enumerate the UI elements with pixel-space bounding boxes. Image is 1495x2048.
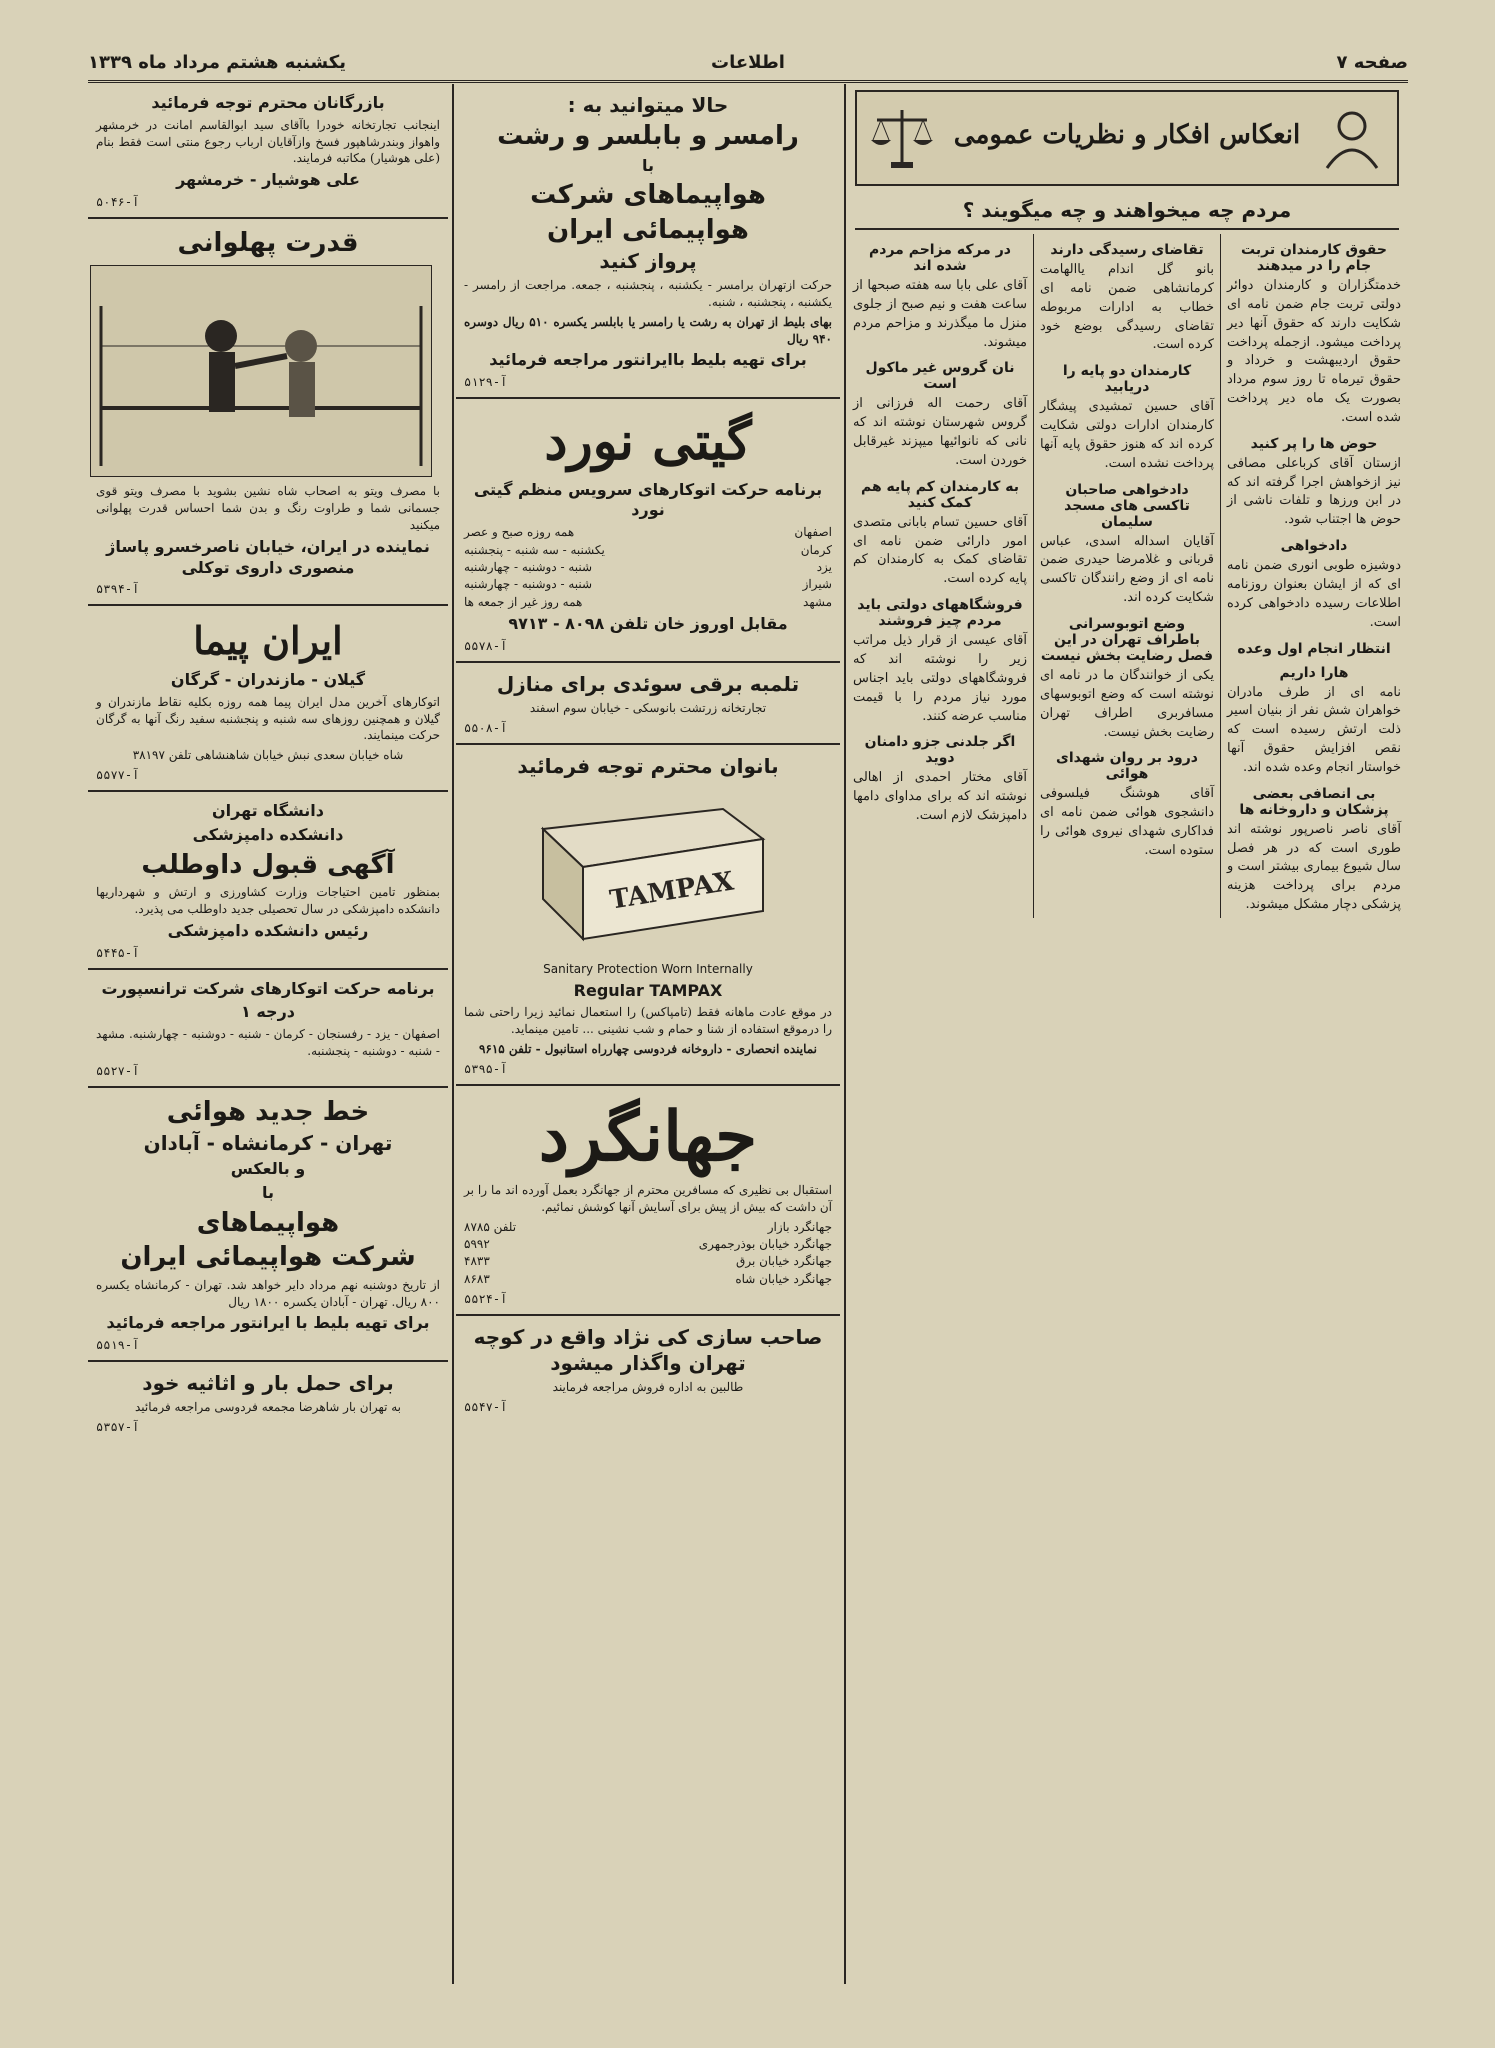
ad-title: تلمبه برقی سوئدی برای منازل <box>496 672 800 697</box>
ad-price: بهای بلیط از تهران به رشت یا رامسر یا بابلسر یکسره ۵۱۰ ریال دوسره ۹۴۰ ریال <box>464 314 832 346</box>
row-label: جهانگرد بازار <box>767 1219 832 1234</box>
schedule-row <box>464 524 832 541</box>
article-text: آقای هوشنگ فیلسوفی دانشجوی هوائی ضمن نامه ای فداکاری شهدای نیروی هوائی را ستوده است. <box>1040 786 1214 858</box>
ad-brand: جهانگرد <box>538 1096 758 1177</box>
ad-subtitle: دانشکده دامپزشکی <box>192 824 344 844</box>
ad-code: آ-۵۰۴۶ <box>96 194 140 209</box>
article-title: انتظار انجام اول وعده <box>1237 640 1391 657</box>
schedule-row <box>464 1271 832 1288</box>
ad-with: با <box>261 1183 274 1203</box>
product-box-icon <box>523 789 773 949</box>
ad-ref: برای تهیه بلیط با ایرانتور مراجعه فرمائید <box>106 1313 430 1333</box>
schedule-row <box>464 559 832 576</box>
ad-code: آ-۵۱۲۹ <box>464 375 508 390</box>
article-title: نان گروس غیر ماکول است <box>865 360 1015 393</box>
article-text: آقای ناصر ناصرپور نوشته اند طوری است که در هر فصل سال شیوع بیماری بیشتر است و مردم برای پرداخت هزینه پزشکی دچار مشکل میشوند. <box>1227 821 1401 913</box>
ad-text: طالبین به اداره فروش مراجعه فرمایند <box>552 1380 744 1395</box>
ad-text: اتوکارهای آخرین مدل ایران پیما همه روزه بکلیه نقاط مازندران و گیلان و همچنین روزهای سه شنبه و پنجشنبه سفید رنگ آنها به گرگان حرکت مینمایند. <box>96 694 440 743</box>
article-text: نامه ای از طرف مادران خواهران شش نفر از بنیان اسیر ذلت ارتش رسیده است که نقص افزایش حقوق آنها خواستار انجام وعده شده اند. <box>1227 684 1401 775</box>
ad-code: آ-۵۵۲۴ <box>464 1292 508 1307</box>
row-label: جهانگرد خیابان شاه <box>735 1271 832 1286</box>
column-question: مردم چه میخواهند و چه میگویند ؟ <box>855 192 1399 230</box>
ad-code: آ-۵۵۷۷ <box>96 768 140 783</box>
ad-line: هواپیمائی ایران <box>547 214 749 245</box>
ad-code: آ-۵۵۷۸ <box>464 639 508 654</box>
ad-code: آ-۵۵۱۹ <box>96 1338 140 1353</box>
row-value: شنبه - دوشنبه - چهارشنبه <box>464 560 593 575</box>
ad-text: اصفهان - یزد - رفسنجان - کرمان - شنبه - دوشنبه - چهارشنبه. مشهد - شنبه - دوشنبه - پنجشنبه. <box>96 1027 440 1058</box>
ad-code: آ-۵۴۴۵ <box>96 945 140 960</box>
ad-code: آ-۵۳۵۷ <box>96 1420 140 1434</box>
column-divider <box>452 84 454 1984</box>
ad-agent: نماینده در ایران، خیابان ناصرخسرو پاساژ منصوری داروی توکلی <box>106 536 430 577</box>
ad-code: آ-۵۳۹۵ <box>464 1061 508 1076</box>
row-label: جهانگرد خیابان برق <box>736 1254 832 1269</box>
article-text: آقای حسین تمشیدی پیشگار کارمندان ادارات دولتی شکایت کرده اند که هنوز حقوق پایه آنها پرداخت نشده است. <box>1040 399 1214 471</box>
ad-address: شاه خیابان سعدی نبش خیابان شاهنشاهی تلفن ۳۸۱۹۷ <box>132 748 404 763</box>
phone-list <box>464 1219 832 1289</box>
article-title: درود بر روان شهدای هوائی <box>1056 750 1198 783</box>
article-text: آقای مختار احمدی از اهالی نوشته اند که برای مداوای دامها دامپزشک لازم است. <box>853 770 1027 824</box>
row-value: یکشنبه - سه شنبه - پنجشنبه <box>464 542 605 557</box>
article-title: فروشگاههای دولتی باید مردم چیز فروشند <box>857 597 1023 630</box>
scales-icon <box>867 102 937 172</box>
ad-text: استقبال بی نظیری که مسافرین محترم از جهانگرد بعمل آورده اند ما را بر آن داشت که بیش از پیش برای آسایش آنها کوشش نمائیم. <box>464 1182 832 1214</box>
svg-text:TAMPAX: TAMPAX <box>607 866 736 916</box>
row-label: کرمان <box>800 542 832 557</box>
ad-title: بانوان محترم توجه فرمائید <box>517 753 779 778</box>
schedule-row <box>464 1219 832 1236</box>
ad-text: با مصرف ویتو به اصحاب شاه نشین بشوید با مصرف ویتو قوی جسمانی شما و طراوت رنگ و بدن شما احساس قدرت پهلوانی میکنید <box>96 484 440 533</box>
newspaper-name: اطلاعات <box>711 52 785 73</box>
article-title: وضع اتوبوسرانی باطراف تهران در این فصل رضایت بخش نیست <box>1040 615 1214 664</box>
schedule-list <box>464 524 832 611</box>
opinions-banner <box>855 90 1399 186</box>
article-text: خدمتگزاران و کارمندان دوائر دولتی تربت جام ضمن نامه ای شکایت دارند که حقوق آنها دیر پرداخت میشود. ازجمله پرداخت حقوق اردیبهشت و خرداد و حقوق تیرماه تا روز سوم مرداد بصورت یک ماه دیر پرداخت شده است. <box>1227 278 1401 425</box>
row-label: شیراز <box>802 577 832 592</box>
ad-ref: برای تهیه بلیط باایرانتور مراجعه فرمائید <box>489 350 807 370</box>
ad-text: بمنظور تامین احتیاجات وزارت کشاورزی و ارتش و شهرداریها دانشکده دامپزشکی در سال تحصیلی جدید داوطلب می پذیرد. <box>96 885 440 916</box>
pump-ad <box>456 663 840 745</box>
transport-ad <box>88 970 448 1088</box>
banner-title: انعکاس افکار و نظریات عمومی <box>953 120 1301 150</box>
article-text: ازستان آقای کرباعلی مصافی نیز ازخواهش اجرا گرفته اند که در ابن ورزها و تلفات ناشی از حوض ها اجتناب شود. <box>1227 455 1401 528</box>
merchants-notice <box>88 84 448 219</box>
ad-sign: علی هوشیار - خرمشهر <box>176 170 360 190</box>
article-subtitle: هارا داریم <box>1279 664 1349 681</box>
iranpeyma-ad <box>88 606 448 792</box>
ad-line: هواپیماهای شرکت <box>530 180 766 211</box>
boxers-illustration-icon <box>90 265 432 477</box>
article-title: تقاضای رسیدگی دارند <box>1050 242 1204 258</box>
row-label: مشهد <box>803 594 832 609</box>
issue-date: یکشنبه هشتم مرداد ماه ۱۳۳۹ <box>88 52 346 73</box>
column-r3 <box>847 234 1033 918</box>
article-text: آقای حسین تسام بابانی متصدی امور دارائی ضمن نامه ای تقاضای کمک به کارمندان کم پایه کرده است. <box>853 514 1027 587</box>
row-value: همه روز غیر از جمعه ها <box>464 594 583 609</box>
ad-text: در موقع عادت ماهانه فقط (تامپاکس) را استعمال نمائید زیرا راحتی شما را درموقع استفاده از شنا و حمام و شب نشینی ... تامین مینماید. <box>464 1005 832 1037</box>
article-title: دادخواهی <box>1280 538 1348 555</box>
row-value: ۸۶۸۳ <box>464 1271 490 1286</box>
university-ad <box>88 792 448 969</box>
article-text: آقایان اسداله اسدی، عباس قربانی و غلامرضا حیدری ضمن نامه ای از وضع رانندگان تاکسی شکایت کرده اند. <box>1040 533 1214 606</box>
vito-ad <box>88 219 448 606</box>
ad-title: برنامه حرکت اتوکارهای سرویس منظم گیتی نورد <box>473 479 823 520</box>
article-text: یکی از خوانندگان ما در نامه ای نوشته است که وضع اتوبوسهای مسافربری اطراف تهران رضایت بخش نیست. <box>1040 667 1214 740</box>
ad-title: قدرت پهلوانی <box>177 227 359 258</box>
article-text: آقای رحمت اله فرزانی از گروس شهرستان نوشته اند که نانی که نانوائیها میپزند غیرقابل خوردن است. <box>853 396 1027 468</box>
ad-text: از تاریخ دوشنبه نهم مرداد دایر خواهد شد. تهران - کرمانشاه یکسره ۸۰۰ ریال. تهران - آبادان یکسره ۱۸۰۰ ریال <box>96 1277 440 1309</box>
page-number: صفحه ۷ <box>1336 52 1408 73</box>
article-title: حقوق کارمندان تربت جام را در میدهند <box>1241 242 1387 274</box>
article-title: دادخواهی صاحبان تاکسی های مسجد سلیمان <box>1064 481 1190 530</box>
ad-grade: درجه ۱ <box>241 1002 295 1022</box>
ad-title: صاحب سازی کی نژاد واقع در کوچه تهران واگذار میشود <box>473 1325 823 1376</box>
ad-text: تجارتخانه زرتشت بانوسکی - خیابان سوم اسفند <box>529 701 767 716</box>
row-label: یزد <box>816 560 832 575</box>
ad-intro: حالا میتوانید به : <box>567 93 729 117</box>
article-title: به کارمندان کم پایه هم کمک کنید <box>861 478 1019 511</box>
column-r1 <box>1220 234 1407 918</box>
ads-column-a <box>456 84 840 1984</box>
product-tagline: Sanitary Protection Worn Internally <box>543 961 753 976</box>
ad-title: بازرگانان محترم توجه فرمائید <box>151 93 385 112</box>
ad-title: دانشگاه تهران <box>212 801 324 821</box>
ads-column-b <box>88 84 448 1984</box>
ad-text: اینجانب تجارتخانه خودرا باآقای سید ابوالقاسم امانت در خرمشهر واهواز وبندرشاهپور فسخ وازآقایان ارباب رجوع منتی است فقط بنام (علی هوشیار) مکاتبه فرمایند. <box>96 117 440 166</box>
ad-code: آ-۵۳۹۴ <box>96 582 140 597</box>
row-value: ۵۹۹۲ <box>464 1236 490 1251</box>
ad-line: شرکت هواپیمائی ایران <box>120 1242 416 1273</box>
ad-route: تهران - کرمانشاه - آبادان <box>143 1131 393 1156</box>
ad-code: آ-۵۵۴۷ <box>464 1399 508 1414</box>
jahangard-ad <box>456 1086 840 1316</box>
schedule-row <box>464 594 832 611</box>
ad-text: به تهران بار شاهرضا مجمعه فردوسی مراجعه فرمائید <box>134 1400 402 1415</box>
article-title: حوض ها را پر کنید <box>1250 435 1378 452</box>
row-value: تلفن ۸۷۸۵ <box>464 1219 517 1234</box>
schedule-row <box>464 542 832 559</box>
row-value: ۴۸۳۳ <box>464 1254 490 1269</box>
gitinavard-ad <box>456 399 840 663</box>
ad-sign: رئیس دانشکده دامپزشکی <box>167 920 369 940</box>
column-divider <box>844 84 846 1984</box>
article-text: بانو گل اندام یاالهامت کرمانشاهی ضمن نامه ای خطاب به ادارات مربوطه تقاضای رسیدگی بوضع خود کرده است. <box>1040 262 1214 353</box>
ad-subtitle: گیلان - مازندران - گرگان <box>170 670 366 690</box>
page-header <box>88 40 1408 83</box>
article-text: آقای عیسی از قرار ذیل مراتب زیر را نوشته اند که فروشگاههای دولتی باید اجناس مورد نیاز مردم را با قیمت مناسب عرضه کنند. <box>853 633 1027 724</box>
article-title: در مرکه مزاحم مردم شده اند <box>869 242 1011 274</box>
tampax-ad <box>456 745 840 1086</box>
schedule-row <box>464 1236 832 1253</box>
opinions-section <box>847 84 1407 1984</box>
new-airline-ad <box>88 1088 448 1362</box>
ad-headline: آگهی قبول داوطلب <box>141 849 395 880</box>
ad-line: پرواز کنید <box>599 249 697 274</box>
airline-ad <box>456 84 840 399</box>
article-title: اگر جلدنی جزو دامنان دوید <box>864 734 1016 767</box>
ad-code: آ-۵۵۰۸ <box>464 720 508 735</box>
ad-with: با <box>641 155 654 175</box>
schedule-row <box>464 576 832 593</box>
ad-agent: نماینده انحصاری - داروخانه فردوسی چهارراه استانبول - تلفن ۹۶۱۵ <box>478 1042 818 1056</box>
moving-ad <box>88 1362 448 1442</box>
ad-brand: ایران پیما <box>193 618 343 664</box>
ad-body: حرکت ازتهران برامسر - یکشنبه ، پنجشنبه ، جمعه. مراجعت از رامسر - یکشنبه ، پنجشنبه ، شنبه. <box>464 278 832 310</box>
ad-title: برنامه حرکت اتوکارهای شرکت ترانسپورت <box>101 978 435 998</box>
ad-code: آ-۵۵۲۷ <box>96 1063 140 1078</box>
portrait-icon <box>1317 102 1387 172</box>
row-value: شنبه - دوشنبه - چهارشنبه <box>464 577 593 592</box>
row-label: جهانگرد خیابان بوذرجمهری <box>698 1236 832 1251</box>
schedule-row <box>464 1253 832 1270</box>
row-label: اصفهان <box>794 525 832 540</box>
shop-ad <box>456 1316 840 1422</box>
article-text: دوشیزه طوبی انوری ضمن نامه ای که از ایشان بعنوان روزنامه اطلاعات رسیده دادخواهی کرده است. <box>1227 558 1401 630</box>
ad-brand: گیتی نورد <box>544 411 752 473</box>
ad-title: برای حمل بار و اثاثیه خود <box>142 1371 394 1396</box>
row-value: همه روزه صبح و عصر <box>464 525 575 540</box>
ad-address: مقابل اوروز خان تلفن ۸۰۹۸ - ۹۷۱۳ <box>508 614 788 634</box>
column-r2 <box>1033 234 1220 918</box>
product-name: Regular TAMPAX <box>573 980 723 1000</box>
ad-title: خط جدید هوائی <box>166 1096 370 1127</box>
article-title: بی انصافی بعضی پزشکان و داروخانه ها <box>1239 785 1389 818</box>
ad-line: هواپیماهای <box>196 1207 340 1238</box>
article-title: کارمندان دو پایه را دریابید <box>1062 363 1192 396</box>
ad-cities: رامسر و بابلسر و رشت <box>497 121 799 151</box>
ad-vice: و بالعکس <box>230 1159 306 1179</box>
article-text: آقای علی بابا سه هفته صبحها از ساعت هفت و نیم صبح از جلوی منزل ما میگذرند و مزاحم مردم میشوند. <box>853 278 1027 350</box>
